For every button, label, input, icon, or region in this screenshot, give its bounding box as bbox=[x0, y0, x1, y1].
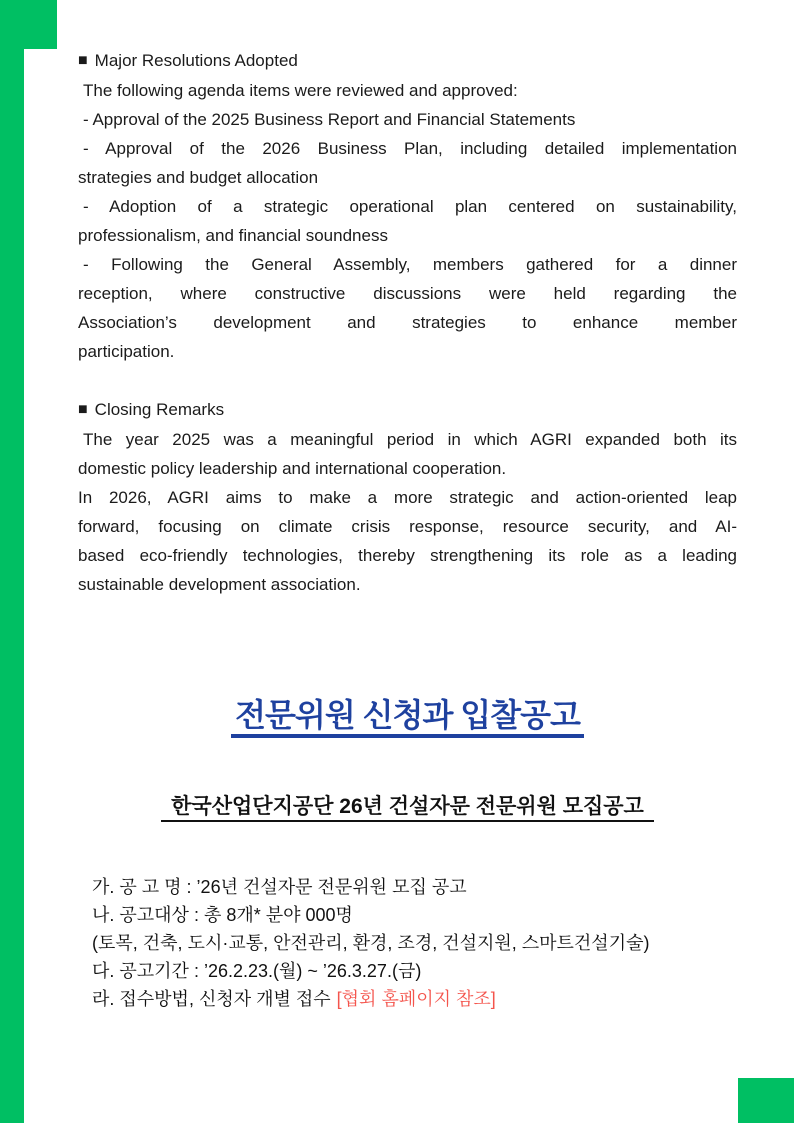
paragraph-line: participation. bbox=[78, 342, 175, 361]
paragraph-line: In 2026, AGRI aims to make a more strategic and action-oriented leap bbox=[78, 488, 737, 507]
paragraph-line: The year 2025 was a meaningful period in which AGRI expanded both its bbox=[83, 430, 737, 449]
paragraph-line: domestic policy leadership and international cooperation. bbox=[78, 459, 507, 478]
left-green-strip bbox=[0, 0, 24, 1123]
english-text-column bbox=[78, 46, 737, 1013]
paragraph-line: Association’s development and strategies to enhance member bbox=[78, 313, 737, 332]
paragraph-line: - Approval of the 2025 Business Report and Financial Statements bbox=[83, 110, 576, 129]
section-heading-text: Major Resolutions Adopted bbox=[94, 51, 298, 70]
notice-item-ra-text: 라. 접수방법, 신청자 개별 접수 bbox=[92, 989, 331, 1009]
announcement-title-row bbox=[78, 694, 737, 743]
paragraph-line: - Approval of the 2026 Business Plan, including detailed implementation bbox=[83, 139, 737, 158]
bottom-right-green-block bbox=[738, 1078, 794, 1123]
notice-list bbox=[78, 873, 737, 1013]
notice-item-na: 나. 공고대상 : 총 8개* 분야 000명 bbox=[92, 905, 353, 925]
paragraph-line: reception, where constructive discussions were held regarding the bbox=[78, 284, 737, 303]
announcement-subtitle-row bbox=[78, 793, 737, 823]
homepage-reference-highlight: [협회 홈페이지 참조] bbox=[336, 989, 496, 1009]
paragraph-line: sustainable development association. bbox=[78, 575, 361, 594]
paragraph-line: The following agenda items were reviewed and approved: bbox=[83, 81, 518, 100]
announcement-title: 전문위원 신청과 입찰공고 bbox=[231, 697, 584, 738]
notice-item-ra bbox=[92, 985, 737, 1013]
black-square-bullet-icon: ■ bbox=[78, 401, 88, 418]
paragraph-line: professionalism, and financial soundness bbox=[78, 226, 388, 245]
paragraph-line: based eco-friendly technologies, thereby strengthening its role as a leading bbox=[78, 546, 737, 565]
section-heading-resolutions bbox=[78, 46, 737, 76]
notice-item-ga: 가. 공 고 명 : ’26년 건설자문 전문위원 모집 공고 bbox=[92, 877, 467, 897]
black-square-bullet-icon: ■ bbox=[78, 52, 88, 69]
blank-line bbox=[78, 366, 737, 395]
paragraph-line: strategies and budget allocation bbox=[78, 168, 319, 187]
paragraph-line: - Following the General Assembly, members gathered for a dinner bbox=[83, 255, 737, 274]
notice-item-da: 다. 공고기간 : ’26.2.23.(월) ~ ’26.3.27.(금) bbox=[92, 961, 422, 981]
notice-item-fields: (토목, 건축, 도시·교통, 안전관리, 환경, 조경, 건설지원, 스마트건설기술) bbox=[92, 933, 650, 953]
section-heading-closing bbox=[78, 395, 737, 425]
announcement-subtitle: 한국산업단지공단 26년 건설자문 전문위원 모집공고 bbox=[161, 795, 654, 822]
section-heading-text: Closing Remarks bbox=[94, 400, 225, 419]
paragraph-line: forward, focusing on climate crisis response, resource security, and AI- bbox=[78, 517, 737, 536]
paragraph-line: - Adoption of a strategic operational plan centered on sustainability, bbox=[83, 197, 737, 216]
top-left-green-block bbox=[0, 0, 57, 49]
